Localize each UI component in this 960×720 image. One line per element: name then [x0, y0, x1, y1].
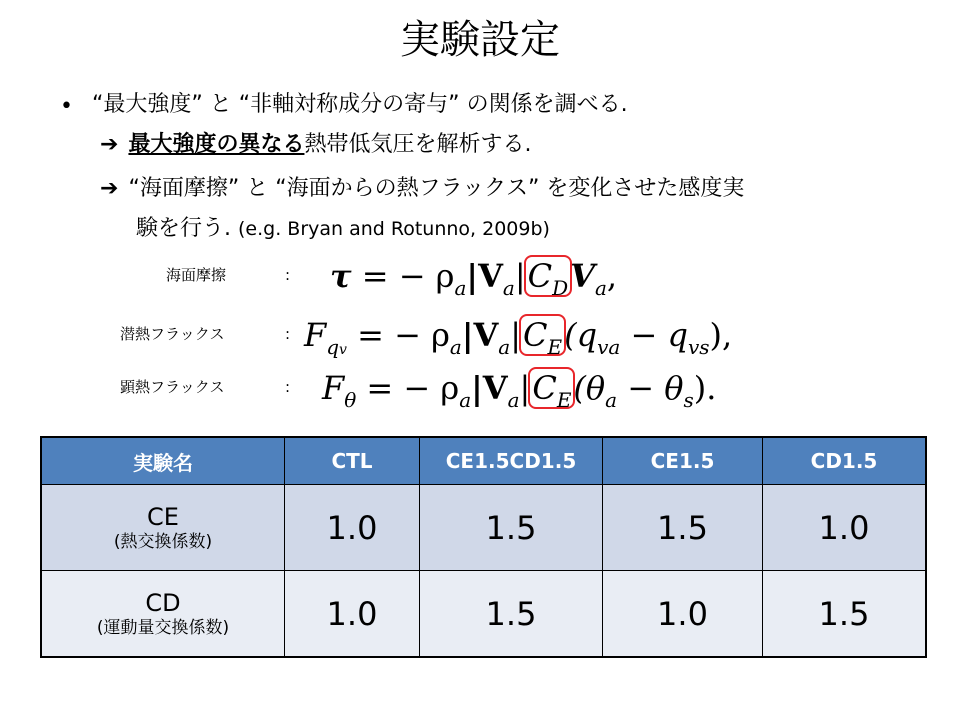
table-cell: 1.5 [603, 485, 763, 571]
header-ce15cd15: CE1.5CD1.5 [420, 438, 603, 485]
arrow-right-icon: ➔ [100, 132, 119, 157]
bullet-line-4 [136, 214, 550, 244]
drag-coefficient-box: $C_D$ [527, 257, 569, 300]
emphasis-text: 最大強度の異なる [128, 132, 305, 157]
header-ce15: CE1.5 [603, 438, 763, 485]
bullet-line-2 [100, 130, 531, 160]
table-cell: 1.5 [763, 571, 926, 657]
bullet-line-3 [100, 174, 744, 204]
exchange-coefficient-box: $C_E$ [523, 316, 563, 359]
bullet-line-4-ja: 験を行う. [136, 216, 231, 241]
header-experiment-name: 実験名 [42, 438, 285, 485]
row-header-cd: CD (運動量交換係数) [42, 571, 285, 657]
table-header-row [42, 438, 926, 485]
bullet-marker: • [60, 94, 73, 119]
eq-colon: : [285, 325, 291, 343]
table-cell: 1.5 [420, 485, 603, 571]
bullet-line-2-rest: 熱帯低気圧を解析する. [304, 132, 532, 157]
eq-colon: : [285, 266, 291, 284]
experiment-table [41, 437, 926, 657]
row-header-ce: CE (熱交換係数) [42, 485, 285, 571]
header-cd15: CD1.5 [763, 438, 926, 485]
page-title: 実験設定 [400, 17, 560, 63]
citation: (e.g. Bryan and Rotunno, 2009b) [238, 218, 550, 240]
bullet-line-3-text: “海面摩擦” と “海面からの熱フラックス” を変化させた感度実 [128, 176, 745, 201]
arrow-right-icon: ➔ [100, 176, 119, 201]
eq-label-latent-heat-flux: 潜熱フラックス [120, 325, 225, 343]
eq-colon: : [285, 378, 291, 396]
table-row [42, 571, 926, 657]
equation-surface-friction: τ = − $\rho_a|V_a|C_DV_a$, [330, 257, 618, 300]
bullet-line-1: “最大強度” と “非軸対称成分の寄与” の関係を調べる. [92, 92, 628, 117]
table-row [42, 485, 926, 571]
table-cell: 1.0 [763, 485, 926, 571]
table-cell: 1.0 [285, 485, 420, 571]
exchange-coefficient-box: $C_E$ [532, 369, 572, 412]
table-cell: 1.5 [420, 571, 603, 657]
eq-label-sensible-heat-flux: 顕熱フラックス [120, 378, 225, 396]
eq-label-surface-friction: 海面摩擦 [166, 266, 227, 284]
table-cell: 1.0 [603, 571, 763, 657]
table-cell: 1.0 [285, 571, 420, 657]
equation-sensible-heat-flux: $F_\theta$ = − $\rho_a|V_a|C_E(\theta_a - \theta_s)$. [322, 369, 717, 412]
equation-latent-heat-flux: $F_{qv}$ = − $\rho_a|V_a|C_E(q_{va} - q_{vs})$, [304, 316, 733, 359]
header-ctl: CTL [285, 438, 420, 485]
